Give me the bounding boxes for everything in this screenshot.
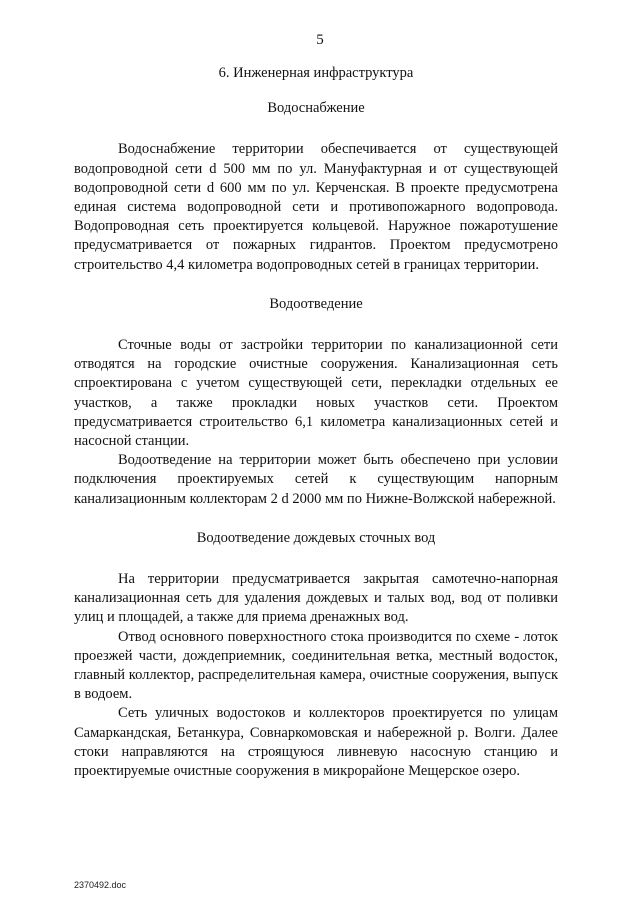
storm-drainage-paragraph-2: Отвод основного поверхностного стока производится по схеме - лоток проезжей части, дождеприемник, соединительная ветка, местный водосток, главный коллектор, распределительная камера, очистные сооружения, выпуск в водоем. [74, 628, 558, 703]
sewerage-title: Водоотведение [269, 295, 363, 312]
storm-drainage-paragraph-3: Сеть уличных водостоков и коллекторов проектируется по улицам Самаркандская, Бетанкура, Совнаркомовская и набережной р. Волги. Далее стоки направляются на строящуюся ливневую насосную станцию и проектируемые очистные сооружения в микрорайоне Мещерское озеро. [74, 705, 558, 780]
sewerage-paragraph-1: Сточные воды от застройки территории по канализационной сети отводятся на городские очистные сооружения. Канализационная сеть спроектирована с учетом существующей сети, перекладки отдельных ее участков, а также прокладки новых участков сети. Проектом предусматривается строительство 6,1 километра канализационных сетей и насосной станции. [74, 337, 558, 450]
footer-filename: 2370492.doc [74, 880, 127, 890]
section-title: 6. Инженерная инфраструктура [218, 65, 414, 81]
water-supply-paragraph: Водоснабжение территории обеспечивается от существующей водопроводной сети d 500 мм по ул. Мануфактурная и от существующей водопроводной сети d 600 мм по ул. Керченская. В проекте предусмотрена единая система водопроводной сети и противопожарного водопровода. Водопроводная сеть проектируется кольцевой. Наружное пожаротушение предусматривается от пожарных гидрантов. Проектом предусмотрено строительство 4,4 километра водопроводных сетей в границах территории. [74, 141, 558, 273]
page-number: 5 [316, 32, 324, 48]
water-supply-title: Водоснабжение [267, 100, 365, 117]
storm-drainage-paragraph-1: На территории предусматривается закрытая самотечно-напорная канализационная сеть для удаления дождевых и талых вод, вод от поливки улиц и площадей, а также для приема дренажных вод. [74, 571, 558, 626]
sewerage-paragraph-2: Водоотведение на территории может быть обеспечено при условии подключения проектируемых сетей к существующим напорным канализационным коллекторам 2 d 2000 мм по Нижне-Волжской набережной. [74, 452, 558, 507]
storm-drainage-title: Водоотведение дождевых сточных вод [196, 529, 436, 546]
document-body [74, 64, 558, 781]
